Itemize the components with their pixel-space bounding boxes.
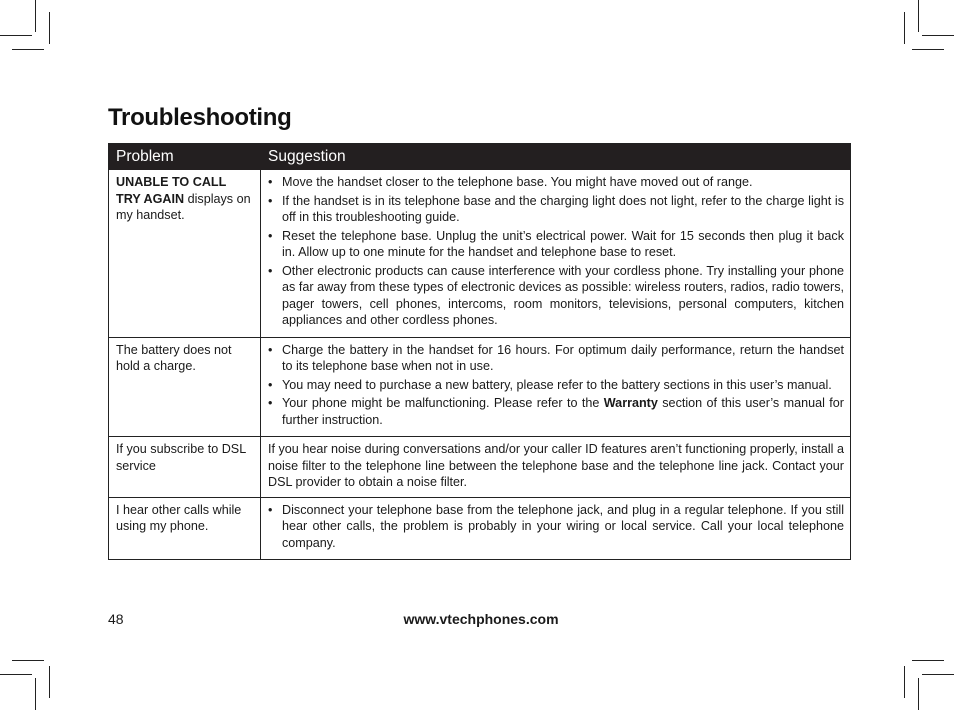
problem-bold-text: UNABLE TO CALL TRY AGAIN [116,175,227,206]
problem-cell: The battery does not hold a charge. [109,338,261,437]
page-number: 48 [108,611,124,627]
page-title: Troubleshooting [108,104,292,131]
bullet-icon: • [268,396,273,410]
suggestion-text: section of this user’s manual for further instruction. [282,396,844,427]
bullet-icon: • [268,263,273,278]
bullet-icon: • [268,175,273,189]
list-item: • Disconnect your telephone base from the telephone jack, and plug in a regular telephone. If you still hear other calls, the problem is probably in your wiring or local service. Call your local telephone company. [268,502,844,550]
problem-cell: If you subscribe to DSL service [109,437,261,497]
header-suggestion: Suggestion [268,148,346,165]
list-item: • Move the handset closer to the telephone base. You might have moved out of range. [268,175,753,189]
crop-mark [35,0,36,32]
list-item: • If the handset is in its telephone base and the charging light does not light, refer to the charge light is off in this troubleshooting guide. [268,193,844,224]
list-item [268,395,844,428]
suggestion-cell [261,338,850,437]
suggestion-cell [261,498,850,560]
crop-mark [0,35,32,36]
crop-mark [922,674,954,675]
table-row [109,337,850,437]
crop-mark [922,35,954,36]
suggestion-text: Your phone might be malfunctioning. Please refer to the [282,396,604,410]
crop-mark [49,12,50,44]
table-row [109,436,850,497]
warranty-reference: Warranty [603,396,658,410]
bullet-icon: • [268,228,273,243]
crop-mark [912,660,944,661]
suggestion-cell: If you hear noise during conversations and/or your caller ID features aren’t functioning properly, install a noise filter to the telephone line between the telephone base and the telephone line jack. Contact your DSL provider to obtain a noise filter. [268,442,844,489]
bullet-icon: • [268,342,273,357]
suggestion-cell [261,170,850,337]
troubleshooting-table [108,143,851,560]
crop-mark [904,666,905,698]
table-row [109,170,850,337]
bullet-icon: • [268,193,273,208]
bullet-icon: • [268,502,273,517]
bullet-icon: • [268,377,273,392]
crop-mark [918,678,919,710]
crop-mark [49,666,50,698]
crop-mark [12,49,44,50]
list-item: • Reset the telephone base. Unplug the unit’s electrical power. Wait for 15 seconds then plug it back in. Allow up to one minute for the handset and telephone base to reset. [268,228,844,259]
crop-mark [12,660,44,661]
list-item: • You may need to purchase a new battery, please refer to the battery sections in this user’s manual. [268,377,832,392]
problem-cell [109,170,261,337]
list-item: • Other electronic products can cause interference with your cordless phone. Try installing your phone as far away from these types of electronic devices as possible: wireless routers, radios, radio towers, pager towers, cell phones, intercoms, room monitors, televisions, personal computers, kitchen appliances and other cordless phones. [268,263,844,327]
crop-mark [918,0,919,32]
header-problem: Problem [116,148,174,165]
crop-mark [35,678,36,710]
crop-mark [904,12,905,44]
table-header [109,144,850,170]
crop-mark [0,674,32,675]
problem-cell: I hear other calls while using my phone. [109,498,261,560]
website-link: www.vtechphones.com [403,611,559,627]
table-row [109,497,850,560]
list-item: • Charge the battery in the handset for 16 hours. For optimum daily performance, return the handset to its telephone base when not in use. [268,342,844,373]
crop-mark [912,49,944,50]
problem-text: displays on my handset. [116,191,251,222]
